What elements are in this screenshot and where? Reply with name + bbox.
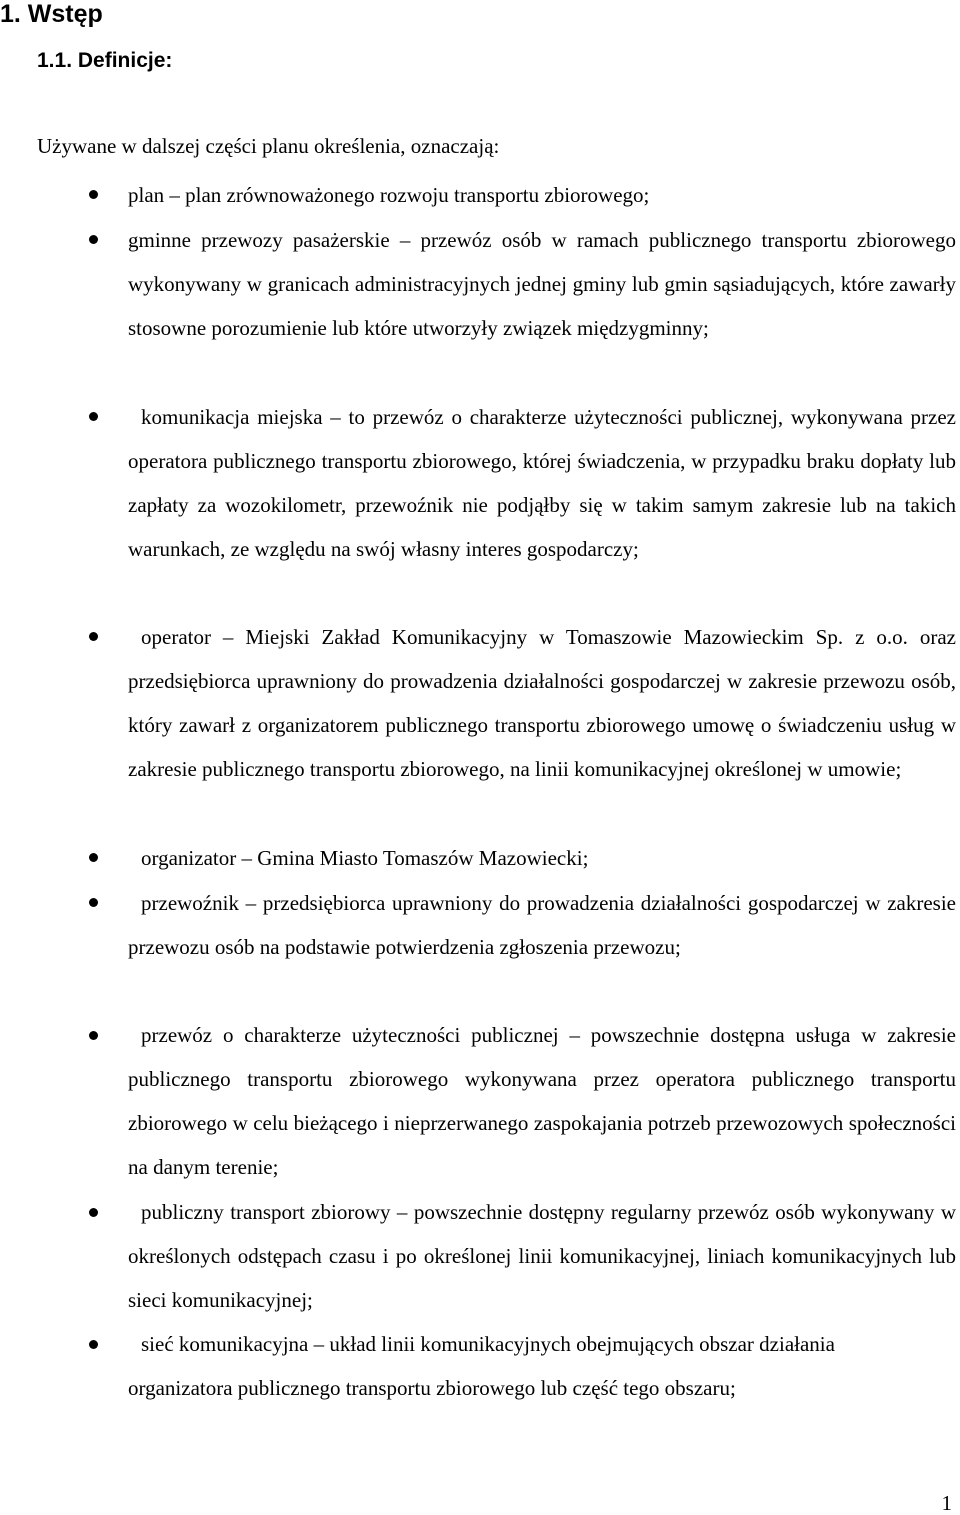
bullet-icon xyxy=(89,412,98,421)
definition-operator: operator – Miejski Zakład Komunikacyjny w Tomaszowie Mazowieckim Sp. z o.o. oraz przedsiębiorca uprawniony do prowadzenia działalności gospodarczej w zakresie przewozu osób, który zawarł z organizatorem publicznego transportu zbiorowego umowę o świadczeniu usług w zakresie publicznego transportu zbiorowego, na linii komunikacyjnej określonej w umowie; xyxy=(128,625,956,781)
bullet-icon xyxy=(89,1340,98,1349)
definition-gminne-przewozy: gminne przewozy pasażerskie – przewóz osób w ramach publicznego transportu zbiorowego wykonywany w granicach administracyjnych jednej gminy lub gmin sąsiadujących, które zawarły stosowne porozumienie lub które utworzyły związek międzygminny; xyxy=(128,228,956,340)
definition-siec-komunikacyjna: sieć komunikacyjna – układ linii komunikacyjnych obejmujących obszar działania organizatora publicznego transportu zbiorowego lub część tego obszaru; xyxy=(128,1332,835,1400)
bullet-icon xyxy=(89,1031,98,1040)
bullet-icon xyxy=(89,853,98,862)
definition-komunikacja-miejska: komunikacja miejska – to przewóz o charakterze użyteczności publicznej, wykonywana przez operatora publicznego transportu zbiorowego, której świadczenia, w przypadku braku dopłaty lub zapłaty za wozokilometr, przewoźnik nie podjąłby się w takim samym zakresie lub na takich warunkach, ze względu na swój własny interes gospodarczy; xyxy=(128,405,956,561)
definition-przewoznik: przewoźnik – przedsiębiorca uprawniony do prowadzenia działalności gospodarczej w zakresie przewozu osób na podstawie potwierdzenia zgłoszenia przewozu; xyxy=(128,891,956,959)
section-heading: 1.1. Definicje: xyxy=(37,49,173,72)
definition-publiczny-transport: publiczny transport zbiorowy – powszechnie dostępny regularny przewóz osób wykonywany w określonych odstępach czasu i po określonej linii komunikacyjnej, liniach komunikacyjnych lub sieci komunikacyjnej; xyxy=(128,1200,956,1312)
bullet-icon xyxy=(89,235,98,244)
bullet-icon xyxy=(89,898,98,907)
intro-paragraph: Używane w dalszej części planu określenia, oznaczają: xyxy=(37,134,500,158)
bullet-icon xyxy=(89,1208,98,1217)
bullet-icon xyxy=(89,632,98,641)
definition-plan: plan – plan zrównoważonego rozwoju transportu zbiorowego; xyxy=(128,183,650,207)
page-number: 1 xyxy=(941,1491,952,1515)
bullet-icon xyxy=(89,190,98,199)
definition-przewoz-uzytecznosci: przewóz o charakterze użyteczności publicznej – powszechnie dostępna usługa w zakresie publicznego transportu zbiorowego wykonywana przez operatora publicznego transportu zbiorowego w celu bieżącego i nieprzerwanego zaspokajania potrzeb przewozowych społeczności na danym terenie; xyxy=(128,1023,956,1179)
definition-organizator: organizator – Gmina Miasto Tomaszów Mazowiecki; xyxy=(141,846,589,870)
chapter-heading: 1. Wstęp xyxy=(0,0,103,28)
